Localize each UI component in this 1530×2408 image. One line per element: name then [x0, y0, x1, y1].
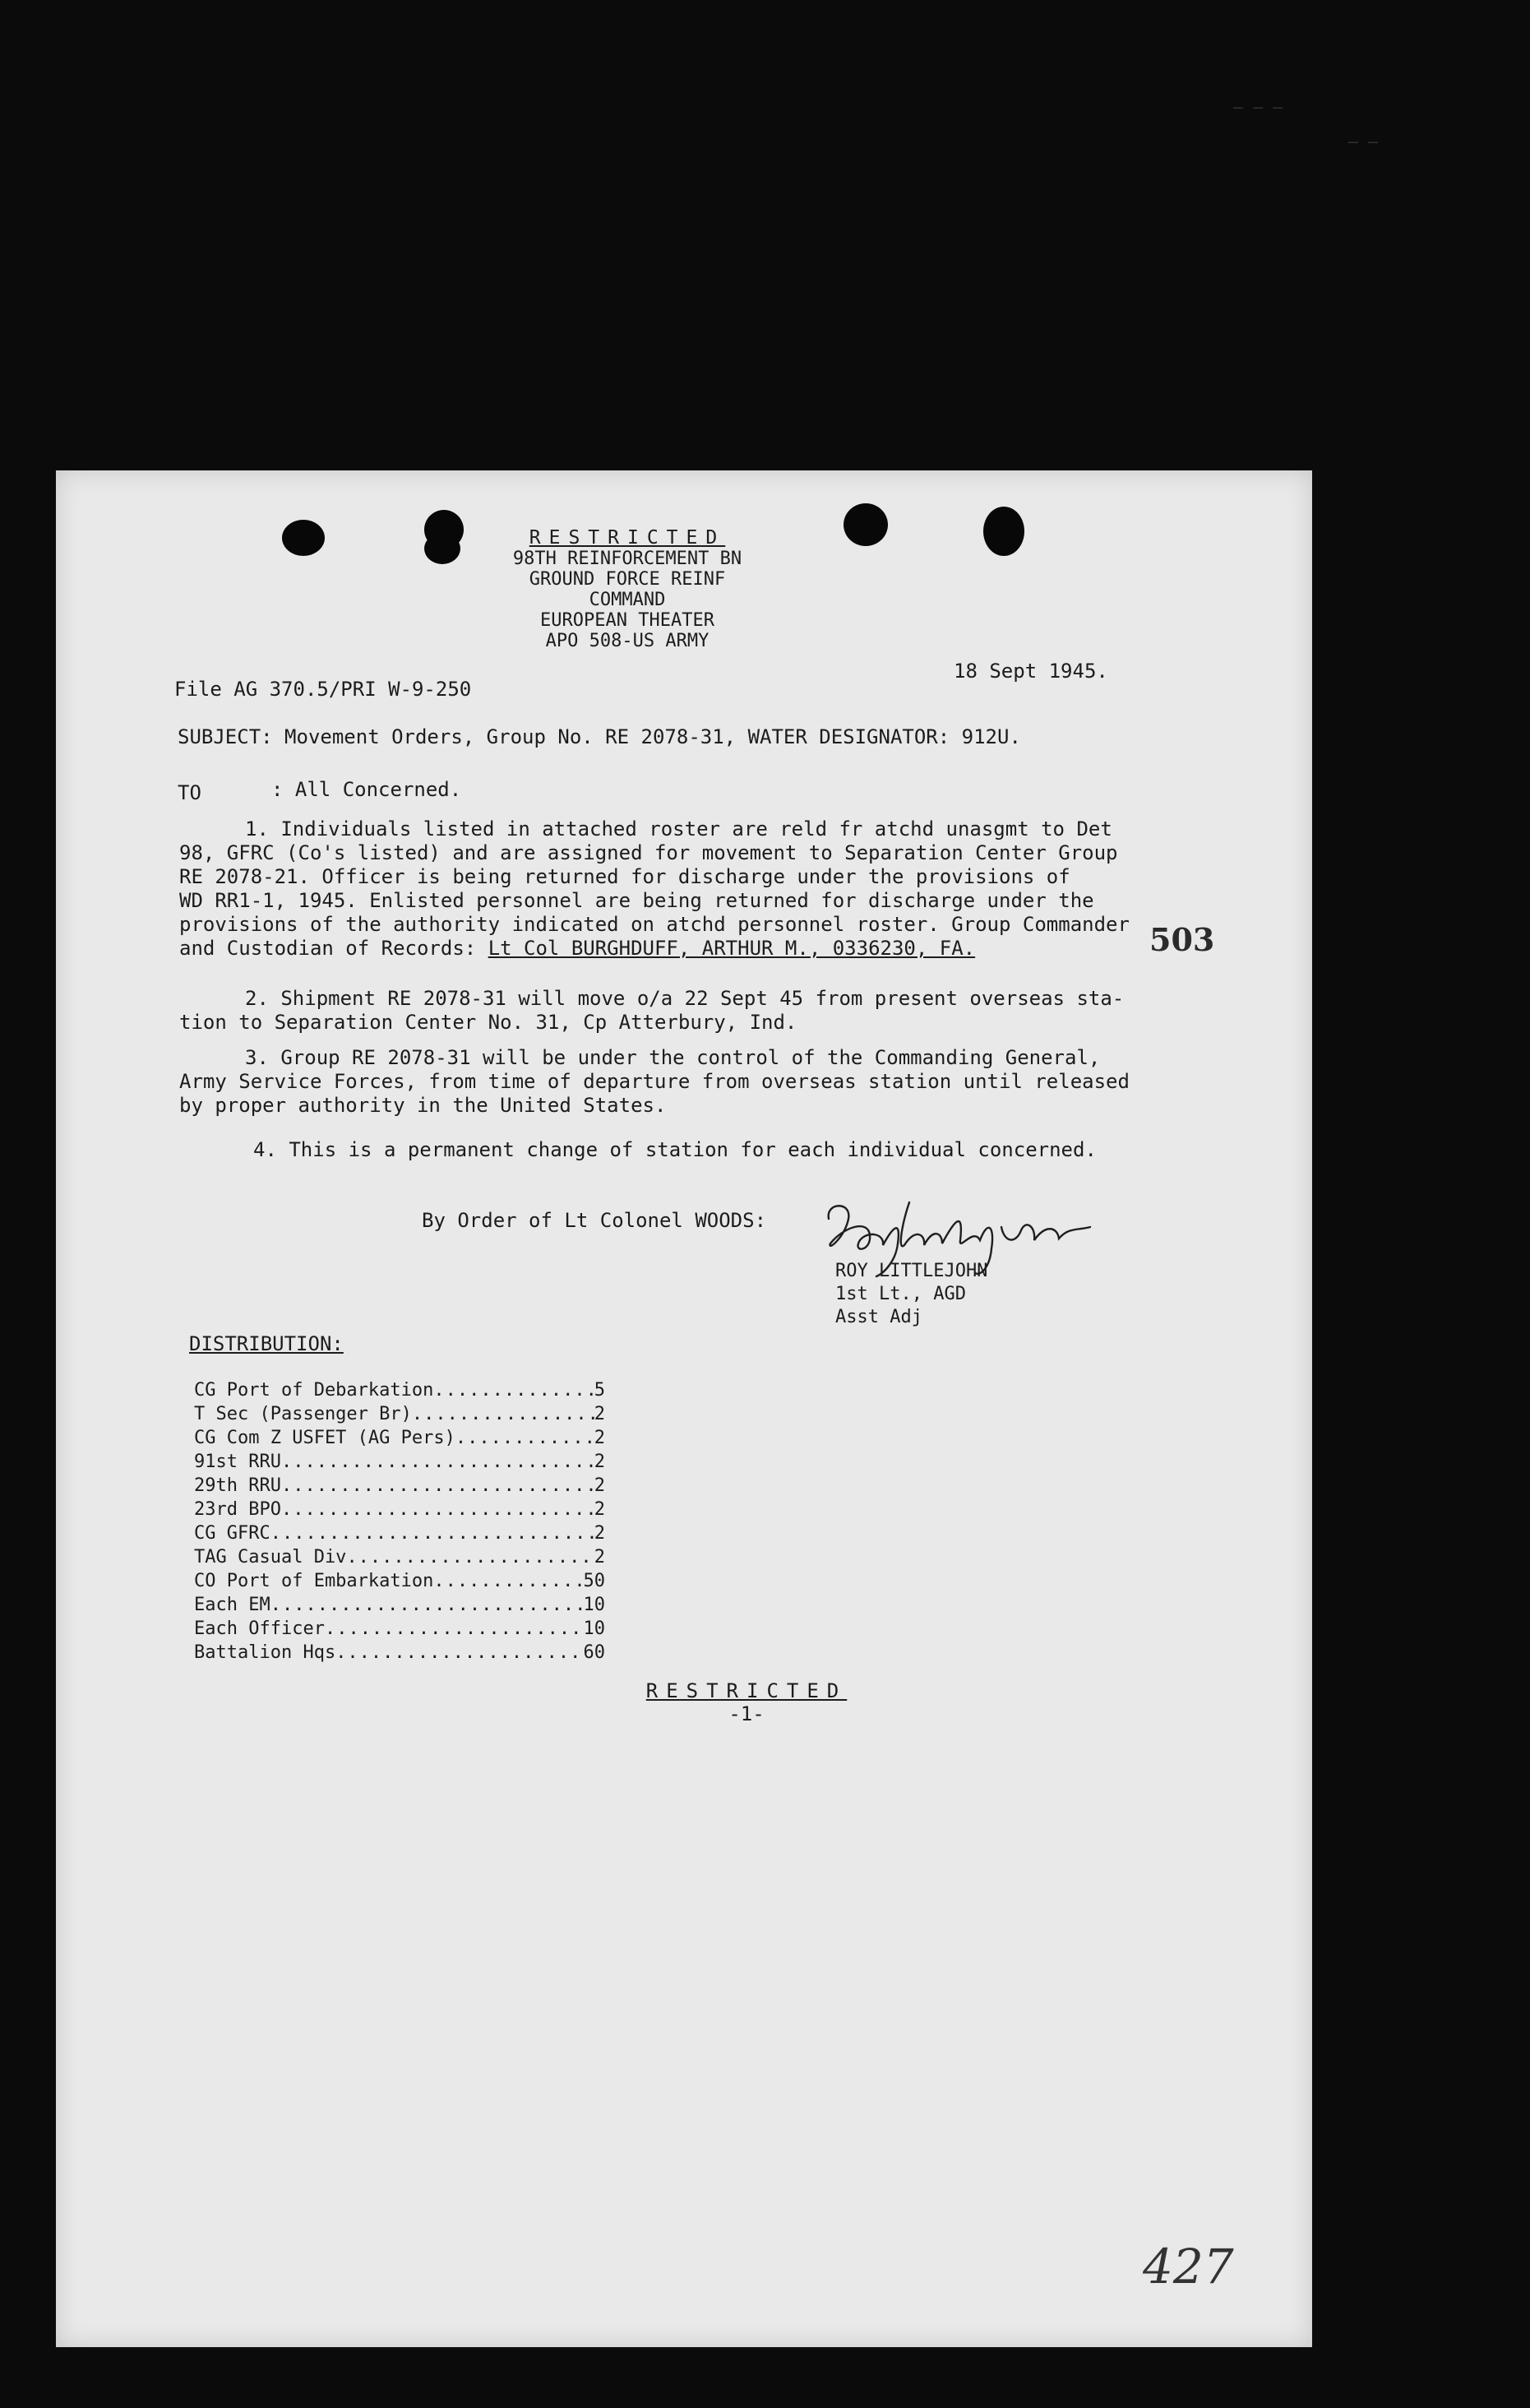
- to-value: : All Concerned.: [271, 778, 462, 801]
- distribution-recipient: Each Officer: [194, 1618, 325, 1639]
- distribution-row: [194, 1569, 605, 1593]
- dot-leader: [346, 1545, 594, 1569]
- theater-name: EUROPEAN THEATER: [540, 610, 714, 631]
- distribution-count: 5: [594, 1380, 605, 1401]
- document-page: [56, 470, 1312, 2347]
- apo-address: APO 508-US ARMY: [545, 631, 710, 651]
- distribution-recipient: CO Port of Embarkation: [194, 1571, 434, 1591]
- distribution-recipient: TAG Casual Div: [194, 1547, 347, 1568]
- file-reference: File AG 370.5/PRI W-9-250: [174, 678, 472, 701]
- paragraph-1: [179, 817, 1248, 961]
- classification-footer: RESTRICTED: [645, 1679, 848, 1702]
- paragraph-line: by proper authority in the United States.: [179, 1094, 667, 1117]
- distribution-count: 2: [594, 1428, 605, 1448]
- distribution-row: [194, 1498, 605, 1521]
- distribution-row: [194, 1474, 605, 1498]
- distribution-count: 2: [594, 1475, 605, 1496]
- signature-block: [835, 1260, 987, 1329]
- distribution-recipient: CG GFRC: [194, 1523, 270, 1544]
- punch-hole: [424, 533, 460, 564]
- distribution-count: 2: [594, 1452, 605, 1472]
- distribution-recipient: T Sec (Passenger Br): [194, 1404, 412, 1424]
- distribution-list: [194, 1378, 605, 1665]
- distribution-count: 2: [594, 1404, 605, 1424]
- distribution-row: [194, 1545, 605, 1569]
- distribution-count: 2: [594, 1547, 605, 1568]
- distribution-title: DISTRIBUTION:: [189, 1332, 344, 1355]
- distribution-row: [194, 1617, 605, 1641]
- handwritten-page-number: 427: [1143, 2239, 1234, 2295]
- distribution-row: [194, 1426, 605, 1450]
- document-date: 18 Sept 1945.: [954, 660, 1108, 683]
- paragraph-line: 4. This is a permanent change of station for each individual concerned.: [253, 1138, 1097, 1161]
- dot-leader: [270, 1521, 594, 1545]
- paragraph-4: [253, 1138, 1322, 1162]
- unit-name: 98TH REINFORCEMENT BN: [512, 549, 742, 569]
- punch-hole: [983, 507, 1024, 556]
- distribution-count: 50: [583, 1571, 605, 1591]
- paragraph-line: 2. Shipment RE 2078-31 will move o/a 22 Sept 45 from present overseas sta-: [245, 987, 1125, 1010]
- dot-leader: [412, 1402, 594, 1426]
- stamped-number: 503: [1149, 921, 1215, 958]
- custodian-name: Lt Col BURGHDUFF, ARTHUR M., 0336230, FA.: [488, 937, 976, 960]
- distribution-row: [194, 1593, 605, 1617]
- paragraph-line: provisions of the authority indicated on atchd personnel roster. Group Commander: [179, 913, 1130, 936]
- to-label: TO: [178, 781, 201, 804]
- custodian-label: and Custodian of Records:: [179, 937, 488, 960]
- distribution-recipient: 91st RRU: [194, 1452, 281, 1472]
- paragraph-line: tion to Separation Center No. 31, Cp Atterbury, Ind.: [179, 1011, 797, 1034]
- distribution-recipient: CG Com Z USFET (AG Pers): [194, 1428, 455, 1448]
- distribution-recipient: 29th RRU: [194, 1475, 281, 1496]
- distribution-recipient: CG Port of Debarkation: [194, 1380, 434, 1401]
- paragraph-line: 1. Individuals listed in attached roster are reld fr atchd unasgmt to Det: [245, 817, 1112, 840]
- distribution-recipient: Battalion Hqs: [194, 1642, 336, 1663]
- dot-leader: [433, 1378, 594, 1402]
- distribution-recipient: Each EM: [194, 1595, 270, 1615]
- page-footer: [599, 1679, 894, 1725]
- dot-leader: [281, 1474, 594, 1498]
- paragraph-3: [179, 1046, 1248, 1118]
- distribution-row: [194, 1402, 605, 1426]
- distribution-count: 10: [583, 1595, 605, 1615]
- distribution-row: [194, 1521, 605, 1545]
- paragraph-line: WD RR1-1, 1945. Enlisted personnel are being returned for discharge under the: [179, 889, 1094, 912]
- dot-leader: [270, 1593, 584, 1617]
- distribution-row: [194, 1378, 605, 1402]
- paragraph-line: RE 2078-21. Officer is being returned for discharge under the provisions of: [179, 865, 1070, 888]
- film-edge-mark: — —: [1348, 132, 1379, 151]
- signer-title: Asst Adj: [835, 1307, 922, 1327]
- by-order-line: By Order of Lt Colonel WOODS:: [422, 1209, 767, 1232]
- paragraph-2: [179, 987, 1248, 1035]
- distribution-count: 10: [583, 1618, 605, 1639]
- distribution-row: [194, 1450, 605, 1474]
- distribution-recipient: 23rd BPO: [194, 1499, 281, 1520]
- classification-header: RESTRICTED: [529, 527, 726, 549]
- distribution-count: 60: [583, 1642, 605, 1663]
- dot-leader: [455, 1426, 594, 1450]
- letterhead: [500, 528, 755, 651]
- paragraph-line: 3. Group RE 2078-31 will be under the control of the Commanding General,: [245, 1046, 1101, 1069]
- punch-hole: [282, 520, 325, 556]
- distribution-count: 2: [594, 1499, 605, 1520]
- dot-leader: [281, 1450, 594, 1474]
- punch-hole: [844, 503, 888, 546]
- paragraph-line: [179, 937, 1248, 961]
- signer-name: ROY LITTLEJOHN: [835, 1261, 988, 1281]
- paragraph-line: 98, GFRC (Co's listed) and are assigned for movement to Separation Center Group: [179, 841, 1118, 864]
- film-edge-mark: — — —: [1233, 97, 1283, 117]
- dot-leader: [281, 1498, 594, 1521]
- subject-line: SUBJECT: Movement Orders, Group No. RE 2078-31, WATER DESIGNATOR: 912U.: [178, 725, 1021, 748]
- distribution-count: 2: [594, 1523, 605, 1544]
- dot-leader: [433, 1569, 583, 1593]
- dot-leader: [325, 1617, 584, 1641]
- page-number: -1-: [728, 1702, 765, 1725]
- command-name: GROUND FORCE REINF COMMAND: [529, 569, 726, 610]
- paragraph-line: Army Service Forces, from time of departure from overseas station until released: [179, 1070, 1130, 1093]
- dot-leader: [335, 1641, 583, 1665]
- distribution-row: [194, 1641, 605, 1665]
- signer-rank: 1st Lt., AGD: [835, 1284, 966, 1304]
